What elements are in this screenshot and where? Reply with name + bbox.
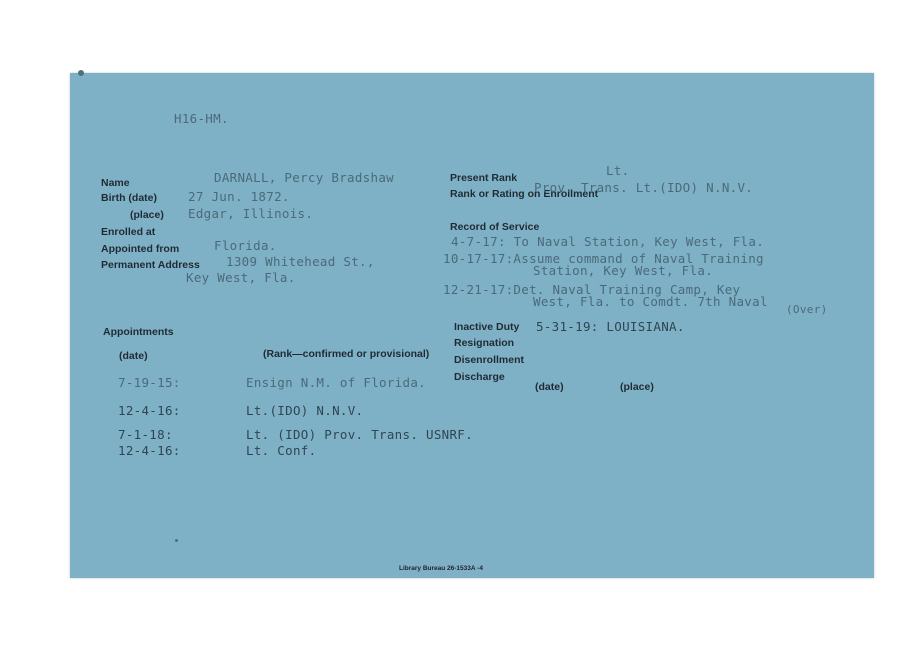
value-birth-place: Edgar, Illinois. [188, 206, 314, 221]
label-appointments: Appointments [103, 326, 174, 338]
file-number: H16-HM. [174, 111, 229, 126]
value-appointed-from: Florida. [214, 238, 277, 253]
value-address-line1: 1309 Whitehead St., [226, 254, 375, 269]
service-entry-2: 10-17-17:Assume command of Naval Training [443, 251, 764, 266]
label-resignation: Resignation [454, 337, 515, 349]
value-birth-date: 27 Jun. 1872. [188, 189, 290, 204]
label-inactive-duty: Inactive Duty [454, 321, 520, 333]
footer-imprint: Library Bureau 26-1533A -4 [399, 565, 483, 572]
label-birth-date: Birth (date) [101, 192, 157, 204]
label-discharge: Discharge [454, 371, 505, 383]
appointment-rank-4: Lt. Conf. [246, 443, 317, 458]
value-rank-on-enrollment: Prov. Trans. Lt.(IDO) N.N.V. [534, 180, 754, 195]
label-rank-on-enrollment: Rank or Rating on Enrollment [450, 188, 599, 200]
appointment-date-3: 7-1-18: [118, 427, 173, 442]
pin-mark [78, 70, 84, 76]
label-disenrollment: Disenrollment [454, 354, 525, 366]
ink-dot [175, 539, 178, 542]
label-discharge-date: (date) [535, 381, 564, 393]
appointment-date-2: 12-4-16: [118, 403, 181, 418]
label-appointment-date: (date) [119, 350, 148, 362]
label-appointed-from: Appointed from [101, 243, 180, 255]
label-present-rank: Present Rank [450, 172, 518, 184]
label-permanent-address: Permanent Address [101, 259, 200, 271]
label-birth-place: (place) [130, 209, 164, 221]
appointment-date-4: 12-4-16: [118, 443, 181, 458]
service-entry-1: 4-7-17: To Naval Station, Key West, Fla. [451, 234, 765, 249]
appointment-rank-1: Ensign N.M. of Florida. [246, 375, 426, 390]
record-card [70, 73, 874, 578]
value-inactive-duty: 5-31-19: LOUISIANA. [536, 319, 685, 334]
value-present-rank: Lt. [606, 163, 630, 178]
appointment-rank-2: Lt.(IDO) N.N.V. [246, 403, 364, 418]
over-note: (Over) [786, 303, 828, 316]
label-enrolled-at: Enrolled at [101, 226, 156, 238]
label-name: Name [101, 177, 130, 189]
service-entry-3: 12-21-17:Det. Naval Training Camp, Key [443, 282, 741, 297]
label-rank-confirmed: (Rank—confirmed or provisional) [263, 348, 430, 360]
service-entry-3b: West, Fla. to Comdt. 7th Naval [533, 294, 768, 309]
label-record-of-service: Record of Service [450, 221, 540, 233]
appointment-rank-3: Lt. (IDO) Prov. Trans. USNRF. [246, 427, 473, 442]
value-name: DARNALL, Percy Bradshaw [214, 170, 394, 185]
service-entry-2b: Station, Key West, Fla. [533, 263, 713, 278]
label-discharge-place: (place) [620, 381, 654, 393]
appointment-date-1: 7-19-15: [118, 375, 181, 390]
value-address-line2: Key West, Fla. [186, 270, 296, 285]
